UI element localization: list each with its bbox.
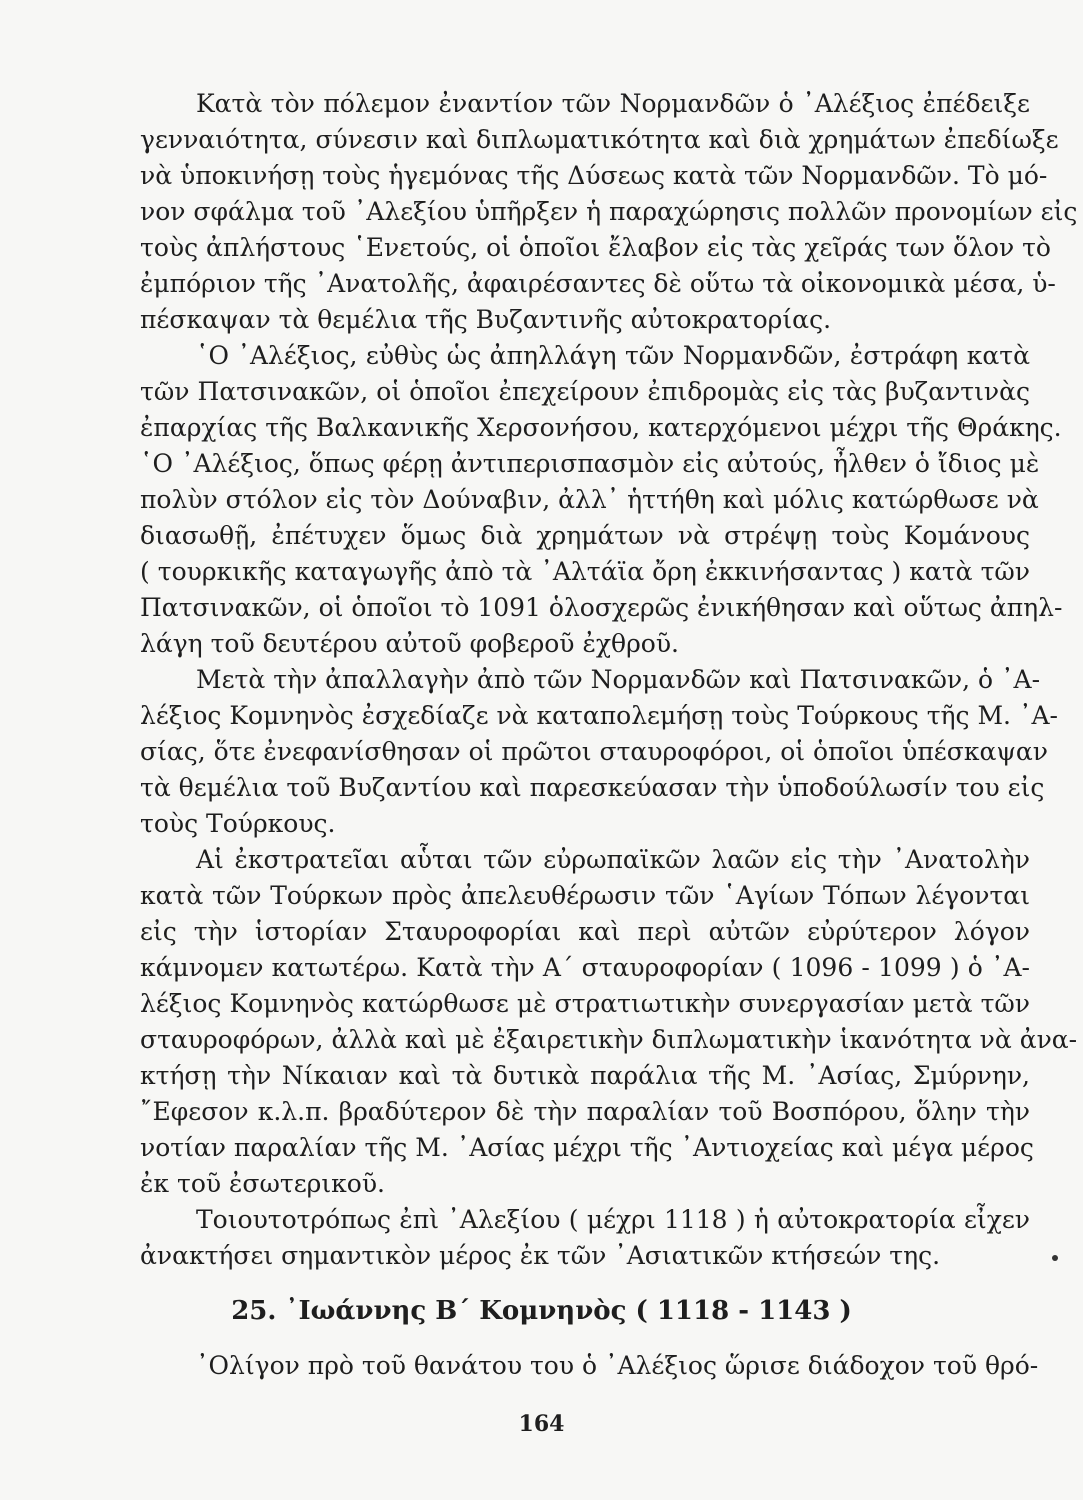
text-line: τοὺς Τούρκους. xyxy=(140,809,336,838)
text-line: λάγη τοῦ δευτέρου αὐτοῦ φοβεροῦ ἐχθροῦ. xyxy=(140,629,679,658)
text-line: ῾Ο ᾿Αλέξιος, εὐθὺς ὡς ἀπηλλάγη τῶν Νορμανδῶν, ἐστράφη κατὰ xyxy=(196,341,1030,370)
text-line: ᾿Ολίγον πρὸ τοῦ θανάτου του ὁ ᾿Αλέξιος ὥρισε διάδοχον τοῦ θρό- xyxy=(196,1351,1039,1380)
text-line: τὰ θεμέλια τοῦ Βυζαντίου καὶ παρεσκεύασαν τὴν ὑποδούλωσίν του εἰς xyxy=(140,773,1045,802)
text-line: νοτίαν παραλίαν τῆς Μ. ᾿Ασίας μέχρι τῆς ᾿Αντιοχείας καὶ μέγα μέρος xyxy=(140,1133,1034,1162)
text-line: κατὰ τῶν Τούρκων πρὸς ἀπελευθέρωσιν τῶν ῾Αγίων Τόπων λέγονται xyxy=(140,881,1030,910)
text-line: Τοιουτοτρόπως ἐπὶ ᾿Αλεξίου ( μέχρι 1118 ) ἡ αὐτοκρατορία εἶχεν xyxy=(196,1205,1030,1234)
text-line: ἀνακτήσει σημαντικὸν μέρος ἐκ τῶν ᾿Ασιατικῶν κτήσεών της. xyxy=(140,1241,941,1270)
text-line: εἰς τὴν ἱστορίαν Σταυροφορίαι καὶ περὶ αὐτῶν εὐρύτερον λόγον xyxy=(140,917,1030,946)
text-line: διασωθῇ, ἐπέτυχεν ὅμως διὰ χρημάτων νὰ στρέψῃ τοὺς Κομάνους xyxy=(140,521,1030,550)
text-line: τῶν Πατσινακῶν, οἱ ὁποῖοι ἐπεχείρουν ἐπιδρομὰς εἰς τὰς βυζαντινὰς xyxy=(140,377,1030,406)
text-line: ῾Ο ᾿Αλέξιος, ὅπως φέρῃ ἀντιπερισπασμὸν εἰς αὐτούς, ἦλθεν ὁ ἴδιος μὲ xyxy=(140,449,1040,478)
text-line: γενναιότητα, σύνεσιν καὶ διπλωματικότητα καὶ διὰ χρημάτων ἐπεδίωξε xyxy=(140,125,1059,154)
text-line: Μετὰ τὴν ἀπαλλαγὴν ἀπὸ τῶν Νορμανδῶν καὶ Πατσινακῶν, ὁ ᾿Α- xyxy=(196,665,1041,694)
text-line: ἐκ τοῦ ἐσωτερικοῦ. xyxy=(140,1169,385,1198)
margin-dot xyxy=(1052,1255,1058,1261)
text-line: κτήσῃ τὴν Νίκαιαν καὶ τὰ δυτικὰ παράλια τῆς Μ. ᾿Ασίας, Σμύρνην, xyxy=(140,1061,1030,1090)
text-line: σταυροφόρων, ἀλλὰ καὶ μὲ ἐξαιρετικὴν διπλωματικὴν ἱκανότητα νὰ ἀνα- xyxy=(140,1025,1078,1054)
text-line: Αἱ ἐκστρατεῖαι αὗται τῶν εὐρωπαϊκῶν λαῶν εἰς τὴν ᾿Ανατολὴν xyxy=(196,845,1030,874)
text-line: λέξιος Κομνηνὸς ἐσχεδίαζε νὰ καταπολεμήσῃ τοὺς Τούρκους τῆς Μ. ᾿Α- xyxy=(140,701,1058,730)
text-line: πολὺν στόλον εἰς τὸν Δούναβιν, ἀλλ᾿ ἡττήθη καὶ μόλις κατώρθωσε νὰ xyxy=(140,485,1039,514)
text-line: ῎Εφεσον κ.λ.π. βραδύτερον δὲ τὴν παραλίαν τοῦ Βοσπόρου, ὅλην τὴν xyxy=(140,1097,1030,1126)
text-line: πέσκαψαν τὰ θεμέλια τῆς Βυζαντινῆς αὐτοκρατορίας. xyxy=(140,305,832,334)
text-line: νὰ ὑποκινήσῃ τοὺς ἡγεμόνας τῆς Δύσεως κατὰ τῶν Νορμανδῶν. Τὸ μό- xyxy=(140,161,1048,190)
text-line: νον σφάλμα τοῦ ᾿Αλεξίου ὑπῆρξεν ἡ παραχώρησις πολλῶν προνομίων εἰς xyxy=(140,197,1078,226)
text-line: Κατὰ τὸν πόλεμον ἐναντίον τῶν Νορμανδῶν ὁ ᾿Αλέξιος ἐπέδειξε xyxy=(196,89,1030,118)
text-line: λέξιος Κομνηνὸς κατώρθωσε μὲ στρατιωτικὴν συνεργασίαν μετὰ τῶν xyxy=(140,989,1030,1018)
text-line: κάμνομεν κατωτέρω. Κατὰ τὴν Α´ σταυροφορίαν ( 1096 - 1099 ) ὁ ᾿Α- xyxy=(140,953,1030,982)
text-line: Πατσινακῶν, οἱ ὁποῖοι τὸ 1091 ὁλοσχερῶς ἐνικήθησαν καὶ οὕτως ἀπηλ- xyxy=(140,593,1063,622)
text-line: τοὺς ἀπλήστους ῾Ενετούς, οἱ ὁποῖοι ἔλαβον εἰς τὰς χεῖράς των ὅλον τὸ xyxy=(140,233,1051,262)
text-line: ἐμπόριον τῆς ᾿Ανατολῆς, ἀφαιρέσαντες δὲ οὕτω τὰ οἰκονομικὰ μέσα, ὑ- xyxy=(140,269,1056,298)
page-number: 164 xyxy=(518,1411,565,1437)
text-line: σίας, ὅτε ἐνεφανίσθησαν οἱ πρῶτοι σταυροφόροι, οἱ ὁποῖοι ὑπέσκαψαν xyxy=(140,737,1049,766)
section-heading: 25. ᾿Ιωάννης Β´ Κομνηνὸς ( 1118 - 1143 ) xyxy=(231,1296,852,1326)
text-line: ( τουρκικῆς καταγωγῆς ἀπὸ τὰ ᾿Αλτάϊα ὄρη ἐκκινήσαντας ) κατὰ τῶν xyxy=(140,557,1030,586)
text-line: ἐπαρχίας τῆς Βαλκανικῆς Χερσονήσου, κατερχόμενοι μέχρι τῆς Θράκης. xyxy=(140,413,1062,442)
